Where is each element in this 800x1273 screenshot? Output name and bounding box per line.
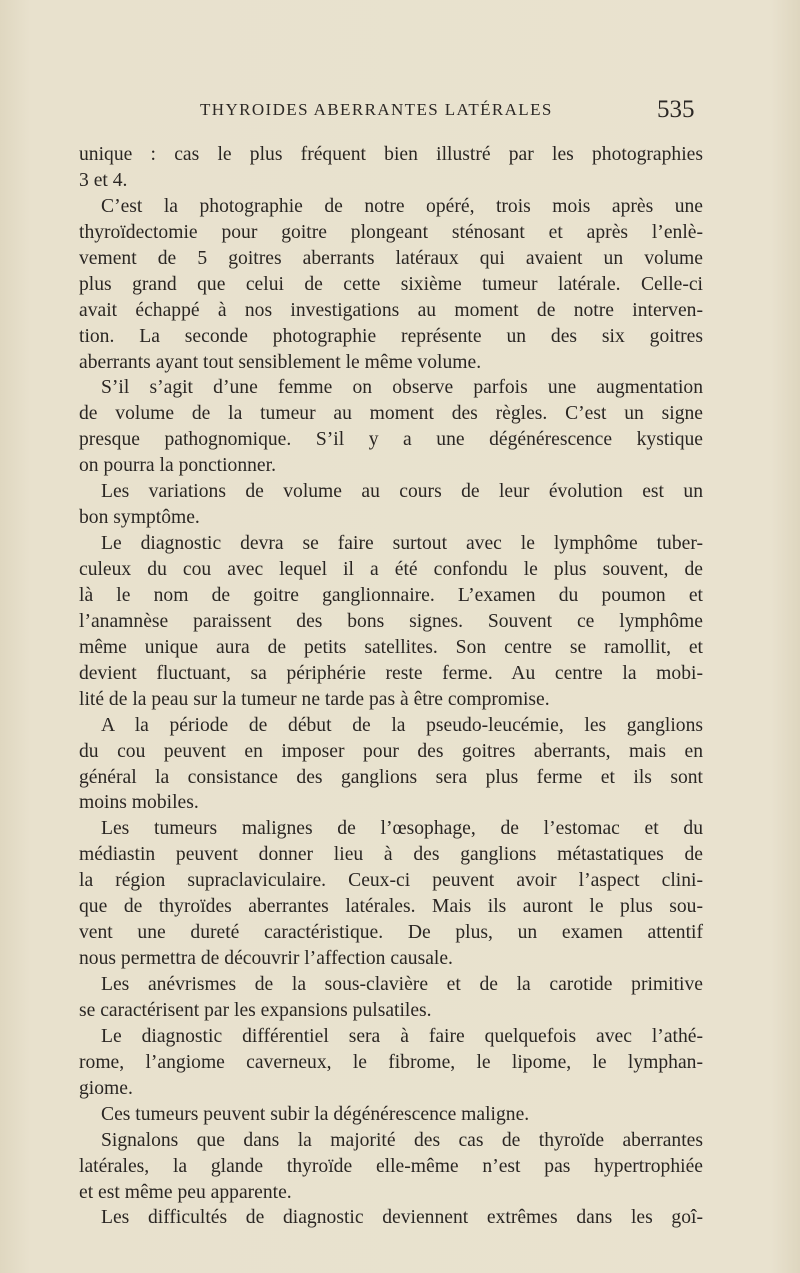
- paragraph-start-line: Ces tumeurs peuvent subir la dégénérescence maligne.: [101, 1103, 530, 1125]
- text-line: tion. La seconde photographie représente un des six goitres: [79, 325, 703, 347]
- paragraph-start-line: S’il s’agit d’une femme on observe parfois une augmentation: [101, 377, 703, 399]
- paragraph-start-line: Signalons que dans la majorité des cas de thyroïde aberrantes: [101, 1129, 703, 1151]
- text-line: médiastin peuvent donner lieu à des ganglions métastatiques de: [79, 844, 703, 866]
- text-line: presque pathognomique. S’il y a une dégénérescence kystique: [79, 429, 703, 451]
- paragraph-start-line: Les variations de volume au cours de leur évolution est un: [101, 481, 703, 503]
- text-line: latérales, la glande thyroïde elle-même n’est pas hypertrophiée: [79, 1155, 703, 1177]
- text-line: moins mobiles.: [79, 792, 199, 814]
- text-line: nous permettra de découvrir l’affection causale.: [79, 948, 453, 970]
- page-number: 535: [657, 96, 695, 123]
- text-line: 3 et 4.: [79, 169, 128, 191]
- text-line: bon symptôme.: [79, 507, 200, 529]
- page-header: [0, 96, 800, 126]
- text-line: se caractérisent par les expansions pulsatiles.: [79, 999, 432, 1021]
- text-line: vement de 5 goitres aberrants latéraux qui avaient un volume: [79, 247, 703, 269]
- text-line: vent une dureté caractéristique. De plus, un examen attentif: [79, 922, 703, 944]
- text-line: lité de la peau sur la tumeur ne tarde pas à être compromise.: [79, 688, 550, 710]
- text-line: culeux du cou avec lequel il a été confondu le plus souvent, de: [79, 559, 703, 580]
- text-line: rome, l’angiome caverneux, le fibrome, le lipome, le lymphan-: [79, 1051, 703, 1073]
- text-line: général la consistance des ganglions sera plus ferme et ils sont: [79, 766, 703, 788]
- text-line: plus grand que celui de cette sixième tumeur latérale. Celle-ci: [79, 273, 703, 295]
- text-line: que de thyroïdes aberrantes latérales. Mais ils auront le plus sou-: [79, 896, 703, 918]
- paragraph-start-line: Le diagnostic différentiel sera à faire quelquefois avec l’athé-: [101, 1025, 703, 1047]
- paragraph-start-line: Les tumeurs malignes de l’œsophage, de l’estomac et du: [101, 818, 703, 840]
- text-line: du cou peuvent en imposer pour des goitres aberrants, mais en: [79, 740, 703, 762]
- text-line: unique : cas le plus fréquent bien illustré par les photographies: [79, 144, 703, 165]
- paragraph-start-line: Les anévrismes de la sous-clavière et de la carotide primitive: [101, 974, 703, 995]
- running-title: THYROIDES ABERRANTES LATÉRALES: [200, 100, 553, 119]
- text-line: et est même peu apparente.: [79, 1181, 292, 1203]
- text-line: aberrants ayant tout sensiblement le même volume.: [79, 351, 482, 373]
- text-line: giome.: [79, 1077, 133, 1099]
- text-line: la région supraclaviculaire. Ceux-ci peuvent avoir l’aspect clini-: [79, 870, 703, 892]
- paragraph-start-line: Les difficultés de diagnostic deviennent extrêmes dans les goî-: [101, 1207, 703, 1229]
- paragraph-start-line: Le diagnostic devra se faire surtout avec le lymphôme tuber-: [101, 533, 703, 555]
- text-line: thyroïdectomie pour goitre plongeant sténosant et après l’enlè-: [79, 221, 703, 243]
- paragraph-start-line: A la période de début de la pseudo-leucémie, les ganglions: [101, 714, 703, 736]
- text-line: on pourra la ponctionner.: [79, 455, 276, 477]
- text-line: devient fluctuant, sa périphérie reste ferme. Au centre la mobi-: [79, 662, 703, 684]
- body-text: [79, 142, 703, 1231]
- text-line: avait échappé à nos investigations au moment de notre interven-: [79, 299, 703, 321]
- text-line: là le nom de goitre ganglionnaire. L’examen du poumon et: [79, 584, 703, 606]
- text-line: de volume de la tumeur au moment des règles. C’est un signe: [79, 403, 703, 425]
- text-line: même unique aura de petits satellites. Son centre se ramollit, et: [79, 636, 703, 658]
- paragraph-start-line: C’est la photographie de notre opéré, trois mois après une: [101, 195, 703, 217]
- text-line: l’anamnèse paraissent des bons signes. Souvent ce lymphôme: [79, 610, 703, 632]
